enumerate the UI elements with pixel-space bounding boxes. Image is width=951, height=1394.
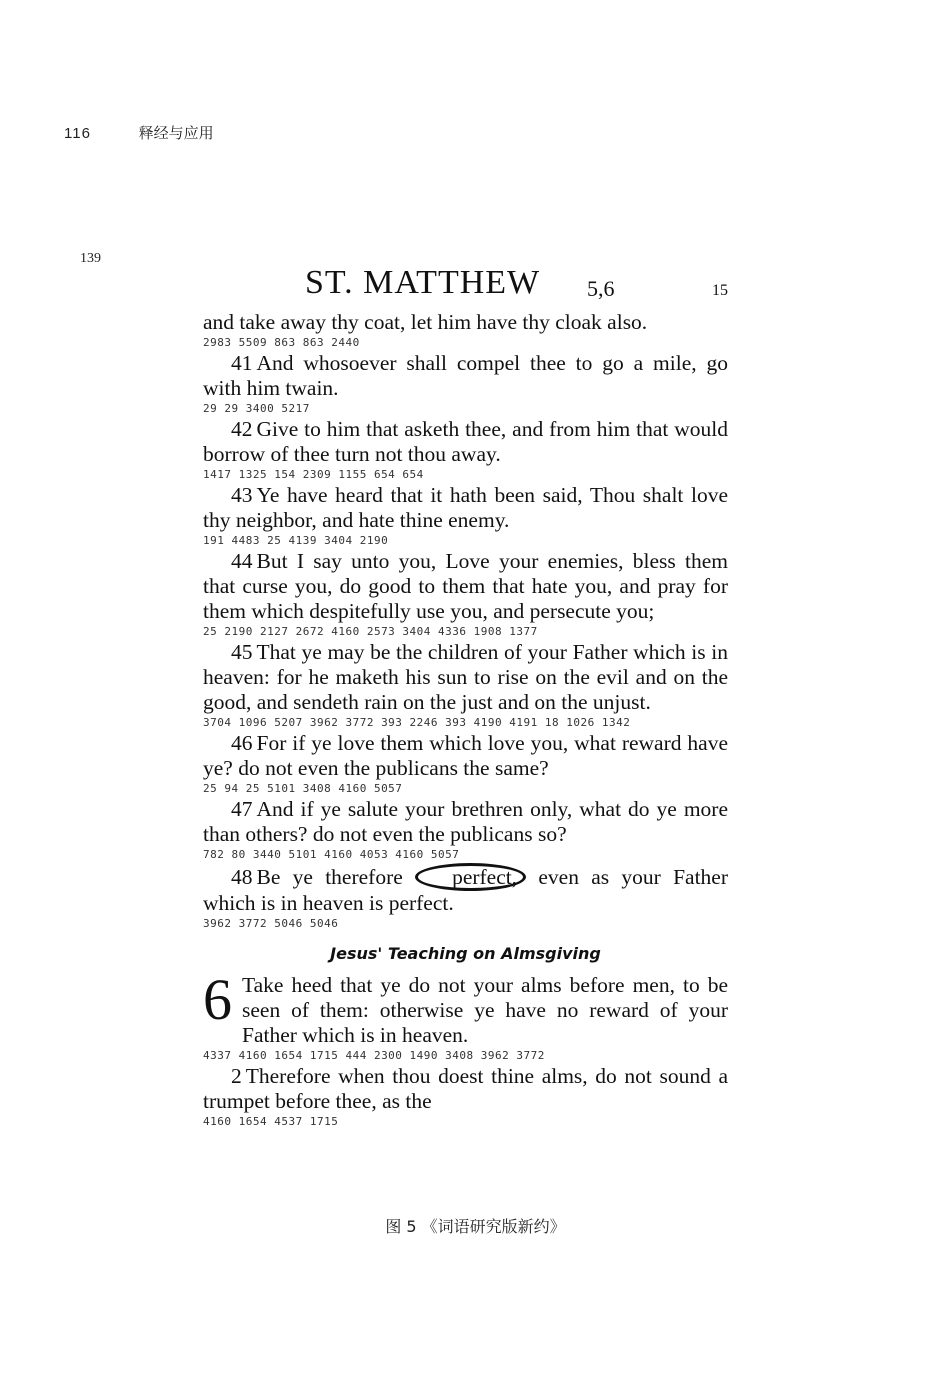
verse-number: 41 — [231, 351, 253, 375]
section-heading: Jesus' Teaching on Almsgiving — [330, 944, 601, 963]
chapter-6 — [203, 967, 728, 1128]
verse-text — [203, 417, 728, 467]
verse-body: But I say unto you, Love your enemies, bless them that curse you, do good to them that hate you, and pray for them which despitefully use you, and persecute you; — [203, 549, 728, 623]
verse-number: 44 — [231, 549, 253, 573]
verse-block — [203, 549, 728, 638]
verse-body: Give to him that asketh thee, and from him that would borrow of thee turn not thou away. — [203, 417, 728, 466]
circled-word-perfect: perfect, — [415, 863, 526, 891]
verse-text — [203, 967, 728, 1048]
bible-page-number: 15 — [712, 282, 728, 299]
strongs-numbers: 3704 1096 5207 3962 3772 393 2246 393 4190 4191 18 1026 1342 — [203, 717, 631, 729]
verse-number: 42 — [231, 417, 253, 441]
verse-number: 47 — [231, 797, 253, 821]
verse-block — [203, 731, 728, 795]
book-title: ST. MATTHEW — [305, 264, 541, 301]
verse-body: And if ye salute your brethren only, what do ye more than others? do not even the publicans so? — [203, 797, 728, 846]
verse-number: 43 — [231, 483, 253, 507]
strongs-numbers: 29 29 3400 5217 — [203, 403, 310, 415]
verses — [203, 310, 728, 930]
bible-page-header — [203, 258, 728, 304]
chapter-title: 释经与应用 — [138, 124, 214, 142]
verse-number: 45 — [231, 640, 253, 664]
verse-number: 2 — [231, 1064, 242, 1088]
verse-body: Be ye therefore — [256, 865, 403, 889]
running-header — [64, 122, 214, 143]
verse-text — [203, 797, 728, 847]
strongs-numbers: 191 4483 25 4139 3404 2190 — [203, 535, 389, 547]
verse-text — [203, 310, 728, 335]
verse-block — [203, 863, 728, 930]
strongs-numbers: 1417 1325 154 2309 1155 654 654 — [203, 469, 424, 481]
strongs-numbers: 25 2190 2127 2672 4160 2573 3404 4336 1908 1377 — [203, 626, 538, 638]
verse-body: Therefore when thou doest thine alms, do not sound a trumpet before thee, as the — [203, 1064, 728, 1113]
verse-block — [203, 351, 728, 415]
verse-40-continuation: and take away thy coat, let him have thy cloak also. — [203, 310, 648, 334]
strongs-numbers: 3962 3772 5046 5046 — [203, 918, 339, 930]
verse-text — [203, 863, 728, 916]
verse-block — [203, 640, 728, 729]
verse-block — [203, 417, 728, 481]
verse-text — [203, 351, 728, 401]
bible-page-scan — [203, 258, 728, 1130]
chapter-drop-cap: 6 — [203, 967, 232, 1032]
figure-caption: 图 5 《词语研究版新约》 — [385, 1217, 566, 1236]
chapter-numbers: 5,6 — [587, 276, 615, 301]
verse-block — [203, 310, 728, 349]
scan-page-number: 139 — [80, 251, 101, 266]
verse-body: even as your Father which is in heaven is perfect. — [203, 865, 728, 915]
strongs-numbers: 2983 5509 863 863 2440 — [203, 337, 360, 349]
strongs-numbers: 25 94 25 5101 3408 4160 5057 — [203, 783, 403, 795]
verse-body: That ye may be the children of your Father which is in heaven: for he maketh his sun to rise on the evil and on the good, and sendeth rain on the just and on the unjust. — [203, 640, 728, 714]
verse-body: Ye have heard that it hath been said, Thou shalt love thy neighbor, and hate thine enemy. — [203, 483, 728, 532]
strongs-numbers: 4337 4160 1654 1715 444 2300 1490 3408 3962 3772 — [203, 1050, 545, 1062]
verse-text — [203, 483, 728, 533]
verse-text — [203, 1064, 728, 1114]
verse-body: For if ye love them which love you, what reward have ye? do not even the publicans the same? — [203, 731, 728, 780]
strongs-numbers: 4160 1654 4537 1715 — [203, 1116, 339, 1128]
verse-number: 48 — [231, 865, 253, 889]
strongs-numbers: 782 80 3440 5101 4160 4053 4160 5057 — [203, 849, 460, 861]
verse-number: 46 — [231, 731, 253, 755]
verse-body: Take heed that ye do not your alms before men, to be seen of them: otherwise ye have no reward of your Father which is in heaven. — [242, 973, 728, 1047]
page-number: 116 — [64, 125, 91, 142]
verse-block — [203, 797, 728, 861]
verse-text — [203, 731, 728, 781]
verse-body: And whosoever shall compel thee to go a mile, go with him twain. — [203, 351, 728, 400]
verse-text — [203, 549, 728, 624]
verse-block — [203, 483, 728, 547]
verse-text — [203, 640, 728, 715]
